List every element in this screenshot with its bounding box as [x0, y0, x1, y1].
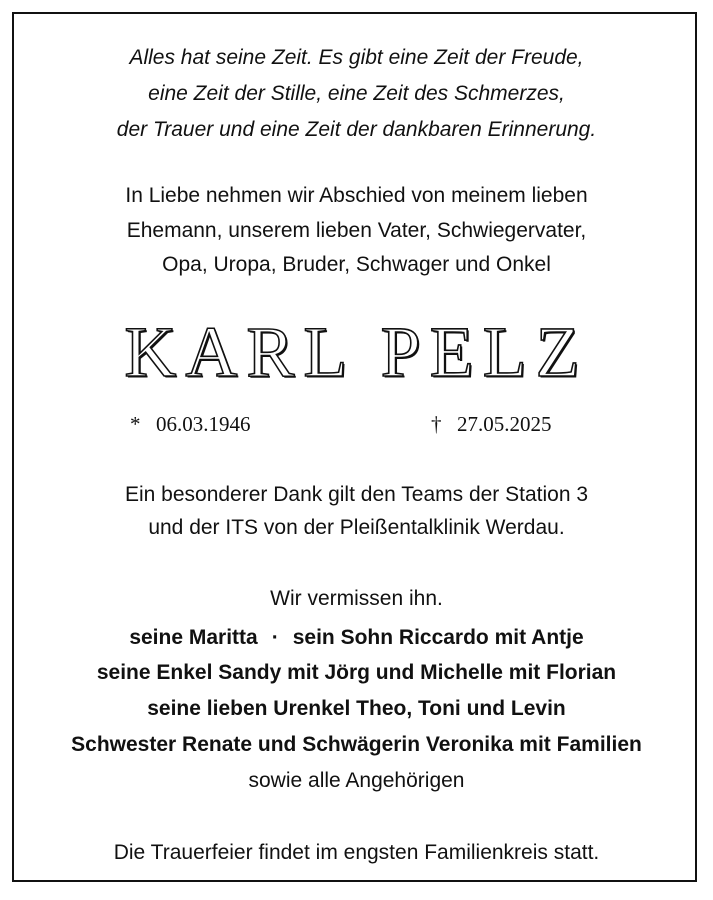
mourners-intro: Wir vermissen ihn.: [270, 587, 443, 610]
birth-date: [130, 414, 251, 435]
birth-date-value: 06.03.1946: [156, 412, 251, 436]
quote-line-3: der Trauer und eine Zeit der dankbaren Erinnerung.: [116, 118, 597, 141]
thanks-line-2: und der ITS von der Pleißentalklinik Werdau.: [148, 516, 565, 539]
thanks-line-1: Ein besonderer Dank gilt den Teams der Station 3: [124, 483, 589, 506]
mourners-line-4: Schwester Renate und Schwägerin Veronika mit Familien: [71, 733, 642, 756]
deceased-name: KARL PELZ: [124, 312, 589, 392]
funeral-note: Die Trauerfeier findet im engsten Familienkreis statt.: [113, 841, 600, 864]
mourners-closing: sowie alle Angehörigen: [248, 769, 465, 792]
quote-line-1: Alles hat seine Zeit. Es gibt eine Zeit der Freude,: [129, 46, 584, 69]
death-date: [431, 414, 552, 435]
birth-symbol: *: [130, 412, 141, 436]
death-date-value: 27.05.2025: [457, 412, 552, 436]
quote-line-2: eine Zeit der Stille, eine Zeit des Schmerzes,: [148, 82, 565, 105]
mourners-line-1: [0, 627, 713, 648]
intro-line-2: Ehemann, unserem lieben Vater, Schwiegervater,: [126, 219, 587, 242]
intro-line-1: In Liebe nehmen wir Abschied von meinem lieben: [125, 184, 588, 207]
separator-dot: ·: [271, 626, 279, 649]
mourner-wife: seine Maritta: [129, 626, 258, 649]
intro-line-3: Opa, Uropa, Bruder, Schwager und Onkel: [162, 253, 551, 276]
mourner-son: sein Sohn Riccardo mit Antje: [292, 626, 584, 649]
mourners-line-2: seine Enkel Sandy mit Jörg und Michelle mit Florian: [96, 661, 617, 684]
cross-symbol: †: [431, 412, 442, 436]
mourners-line-3: seine lieben Urenkel Theo, Toni und Levin: [147, 697, 566, 720]
